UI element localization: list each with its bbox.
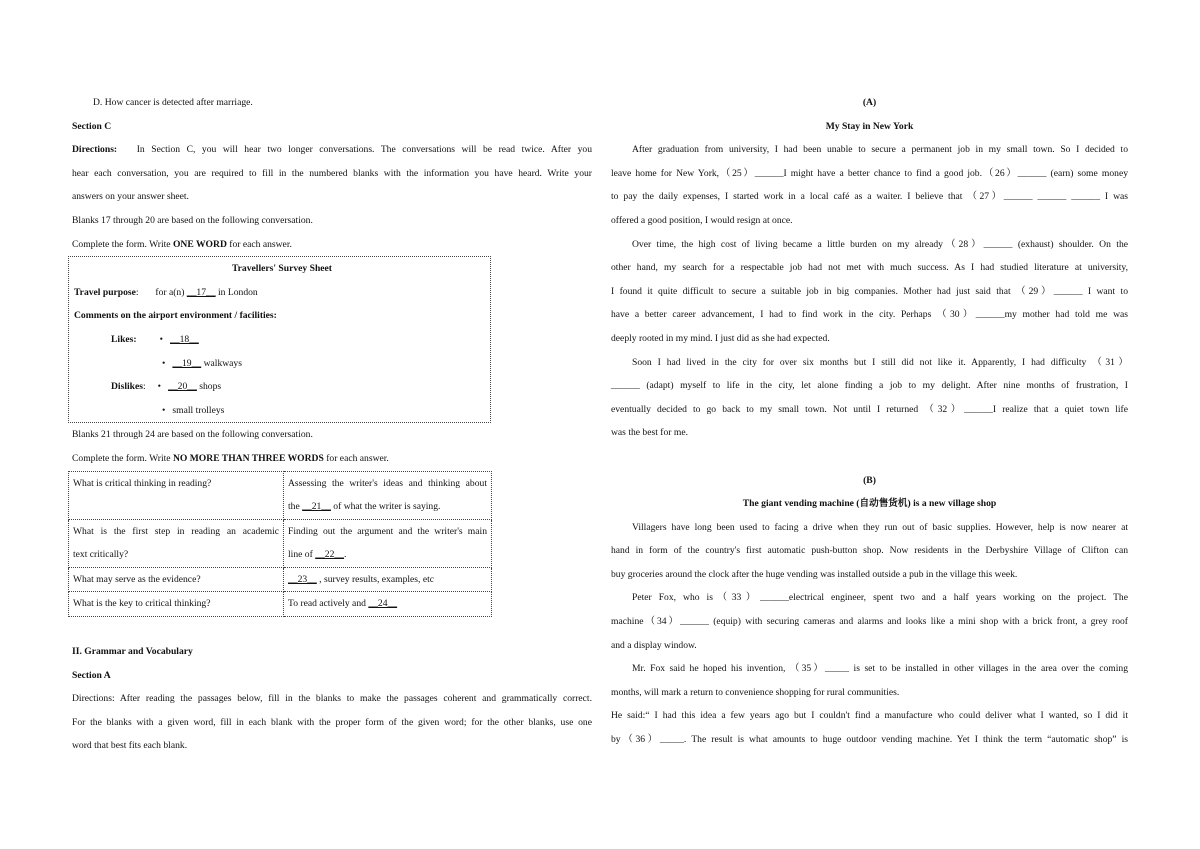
directions-2-line-2: For the blanks with a given word, fill in each blank with the proper form of the given word; for the other blanks, use one <box>72 716 592 728</box>
complete-1-post: for each answer. <box>226 238 292 250</box>
passage-line: After graduation from university, I had been unable to secure a permanent job in my small town. So I decided to <box>632 144 1128 156</box>
right-column <box>611 91 1128 752</box>
passage-line: I found it quite difficult to secure a suitable job in big companies. Mother had just said that （29）______ I want to <box>611 285 1128 297</box>
passage-line: and a display window. <box>611 639 697 651</box>
passage-line: ______ (adapt) myself to life in the city, let alone finding a job to my delight. After nine months of frustration, I <box>611 380 1128 392</box>
passage-line: by（36）_____. The result is what amounts to huge outdoor vending machine. Yet I think the term “automatic shop” is <box>611 734 1128 746</box>
part-ii-heading: II. Grammar and Vocabulary <box>72 646 193 658</box>
table-question <box>69 519 284 567</box>
dislike-2-row <box>74 399 490 423</box>
passage-line: offered a good position, I would resign at once. <box>611 214 793 226</box>
blank-18[interactable]: __18__ <box>170 333 199 345</box>
dislikes-label: Dislikes <box>111 381 143 393</box>
bullet-icon: • <box>159 333 163 345</box>
blank-22[interactable]: __22__ <box>315 549 344 561</box>
passage-line: other hand, my search for a respectable job had not met with much success. As I had studied literature at university, <box>611 262 1128 274</box>
like-2-row <box>74 352 490 376</box>
passage-line: deeply rooted in my mind. I just did as she had expected. <box>611 332 830 344</box>
directions-2-line-1: Directions: After reading the passages below, fill in the blanks to make the passages coherent and grammatically correct. <box>72 693 592 705</box>
table-question: What may serve as the evidence? <box>69 567 284 592</box>
directions-label: Directions: <box>72 144 118 156</box>
answer-line: Finding out the argument and the writer's main <box>288 525 487 537</box>
blank-17[interactable]: __17__ <box>186 286 216 298</box>
table-answer <box>284 592 492 617</box>
table-row <box>69 519 492 567</box>
answer-pre: line of <box>288 549 316 561</box>
section-c-heading: Section C <box>72 120 112 132</box>
table-row <box>69 592 492 617</box>
complete-instruction-2 <box>72 447 592 471</box>
dislike-1-text: shops <box>196 381 222 393</box>
passage-b-body <box>611 516 1128 752</box>
answer-post: . <box>343 549 347 561</box>
purpose-colon: : <box>135 286 139 298</box>
dislike-2-text: small trolleys <box>172 404 225 416</box>
survey-sheet-box <box>68 256 491 423</box>
blank-19[interactable]: __19__ <box>172 357 202 369</box>
table-question: What is critical thinking in reading? <box>69 471 284 519</box>
complete-2-post: for each answer. <box>323 452 389 464</box>
passage-b-label: (B) <box>863 474 876 486</box>
directions-text-1: In Section C, you will hear two longer conversations. The conversations will be read twice. After you <box>136 144 592 156</box>
blanks-21-24-note: Blanks 21 through 24 are based on the following conversation. <box>72 429 313 441</box>
one-word-emphasis: ONE WORD <box>172 238 227 250</box>
dislikes-row <box>74 375 490 399</box>
passage-line: eventually decided to go back to my small town. Not until I returned （32）______I realize that a quiet town life <box>611 403 1128 415</box>
complete-instruction-1 <box>72 233 592 257</box>
blank-23[interactable]: __23__ <box>288 573 317 585</box>
passage-line: buy groceries around the clock after the huge vending was installed outside a pub in the village this week. <box>611 568 1018 580</box>
travel-purpose-label: Travel purpose <box>74 286 136 298</box>
blank-20[interactable]: __20__ <box>168 381 197 393</box>
passage-line: leave home for New York,（25）______I might have a better chance to find a good job.（26）______ (earn) some money <box>611 167 1128 179</box>
purpose-post: in London <box>215 286 258 298</box>
likes-label: Likes: <box>111 333 137 345</box>
answer-post: of what the writer is saying. <box>330 501 441 513</box>
survey-title: Travellers' Survey Sheet <box>231 263 332 275</box>
directions-line-1 <box>72 138 592 162</box>
answer-pre: To read actively and <box>288 598 369 610</box>
blanks-17-20-note: Blanks 17 through 20 are based on the following conversation. <box>72 214 313 226</box>
table-answer <box>284 471 492 519</box>
section-a-heading: Section A <box>72 669 111 681</box>
answer-line: Assessing the writer's ideas and thinking about <box>288 477 487 489</box>
blank-21[interactable]: __21__ <box>302 501 331 513</box>
complete-2-pre: Complete the form. Write <box>72 452 173 464</box>
three-words-emphasis: NO MORE THAN THREE WORDS <box>172 452 324 464</box>
table-question: What is the key to critical thinking? <box>69 592 284 617</box>
passage-a-label: (A) <box>862 97 877 108</box>
table-answer <box>284 519 492 567</box>
left-column <box>72 91 592 758</box>
answer-pre: the <box>288 501 303 513</box>
question-line: text critically? <box>73 549 129 561</box>
passage-a-title: My Stay in New York <box>825 120 914 132</box>
passage-line: was the best for me. <box>611 427 688 439</box>
bullet-icon: • <box>162 404 166 416</box>
passage-line: Mr. Fox said he hoped his invention, （35）_____ is set to be installed in other villages in the area over the coming <box>632 663 1128 675</box>
passage-line: Over time, the high cost of living became a little burden on my already（28）______ (exhaust) shoulder. On the <box>632 238 1128 250</box>
purpose-pre: for a(n) <box>155 286 187 298</box>
option-d: D. How cancer is detected after marriage. <box>93 97 253 108</box>
complete-1-pre: Complete the form. Write <box>72 238 173 250</box>
passage-line: Villagers have long been used to facing a drive when they run out of basic supplies. However, help is now nearer at <box>632 521 1128 533</box>
passage-line: Soon I had lived in the city for over six months but I still did not like it. Apparently, I had difficulty （31） <box>632 356 1128 368</box>
travel-purpose-row <box>74 281 490 305</box>
blank-24[interactable]: __24__ <box>368 598 398 610</box>
bullet-icon: • <box>157 381 162 393</box>
likes-row <box>74 328 490 352</box>
table-row <box>69 471 492 519</box>
table-answer <box>284 567 492 592</box>
question-line: What is the first step in reading an academic <box>73 525 279 537</box>
table-row <box>69 567 492 592</box>
directions-line-2: hear each conversation, you are required to fill in the numbered blanks with the information you have heard. Write your <box>72 167 592 179</box>
passage-line: Peter Fox, who is（33）______electrical engineer, spent two and a half years working on the project. The <box>632 592 1128 604</box>
directions-line-3: answers on your answer sheet. <box>72 191 189 203</box>
passage-b-title: The giant vending machine (自动售货机) is a new village shop <box>742 498 997 510</box>
comments-label: Comments on the airport environment / facilities: <box>74 310 277 322</box>
passage-line: months, will mark a return to convenience shopping for rural communities. <box>611 686 900 698</box>
passage-a-body <box>611 138 1128 445</box>
like-2-text: walkways <box>201 357 242 369</box>
critical-thinking-table <box>68 471 492 618</box>
passage-line: have a better career advancement, I had to find work in the city. Perhaps （30）______my mother had told me was <box>611 309 1128 321</box>
answer-post: , survey results, examples, etc <box>316 573 435 585</box>
bullet-icon: • <box>162 357 166 369</box>
passage-line: machine（34）______ (equip) with securing cameras and alarms and looks like a mini shop with a brick front, a grey roof <box>611 616 1128 628</box>
dislikes-colon: : <box>143 381 146 393</box>
passage-line: He said:“ I had this idea a few years ago but I couldn't find a manufacture who could deliver what I wanted, so I did it <box>611 710 1128 722</box>
passage-line: hand in form of the country's first automatic push-button shop. Now residents in the Derbyshire Village of Clifton can <box>611 545 1128 557</box>
directions-2-line-3: word that best fits each blank. <box>72 740 188 752</box>
passage-line: to pay the daily expenses, I started work in a local café as a waiter. I believe that （27）______ ______ ______ I was <box>611 191 1128 203</box>
